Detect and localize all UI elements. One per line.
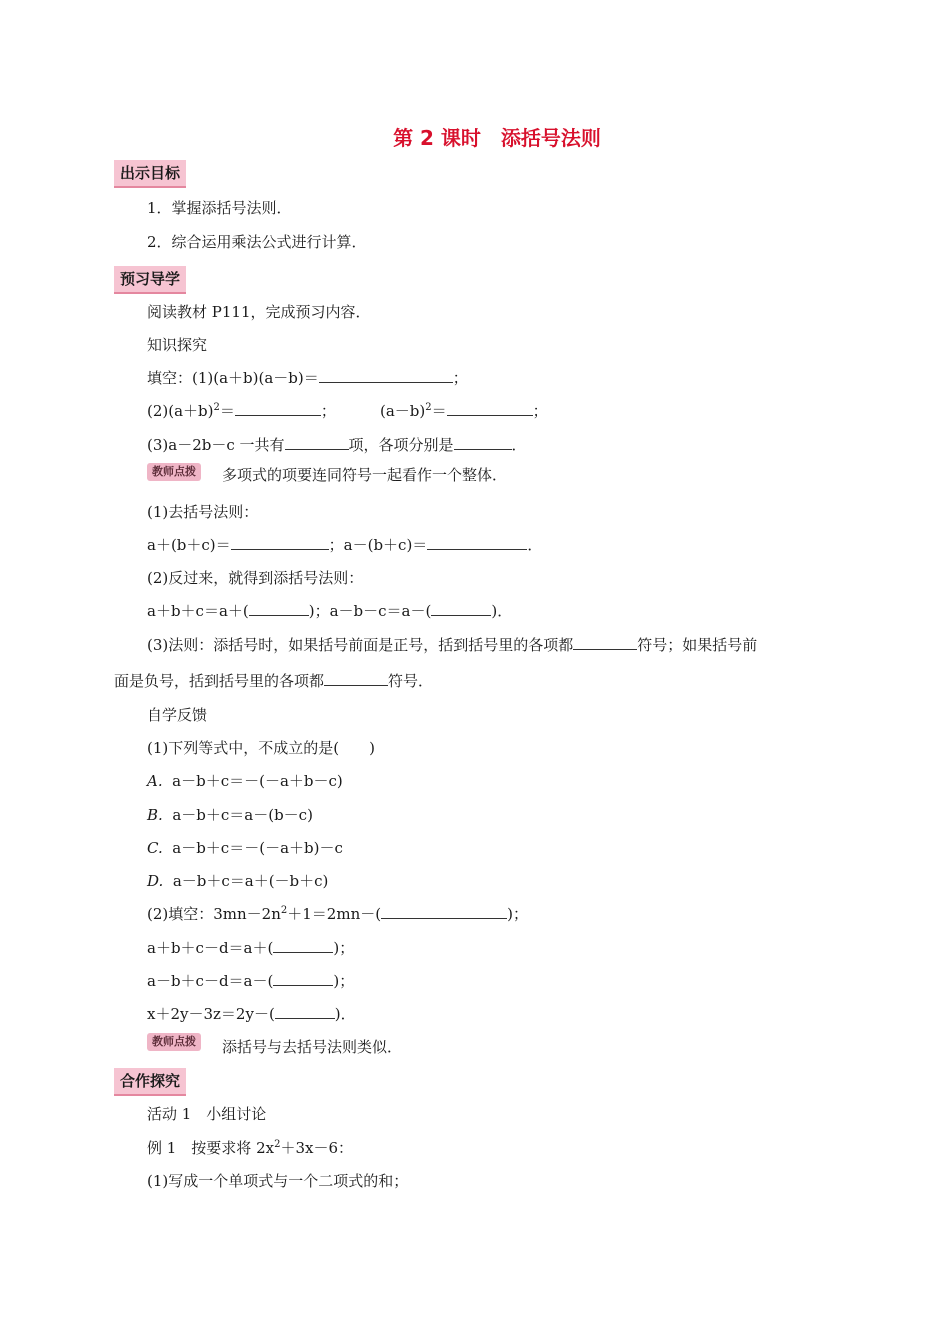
fill-line-2b	[380, 401, 548, 421]
add-bracket-rule-heading: (2)反过来，就得到添括号法则：	[147, 569, 364, 587]
section-header-preview: 预习导学	[114, 266, 186, 294]
example-a: 例 1 按要求将 2x	[147, 1139, 275, 1157]
remove-bracket-rule-line	[147, 535, 542, 555]
fill-line-3	[147, 435, 527, 455]
answer-blank[interactable]	[447, 401, 533, 416]
rule1-c: ．	[527, 536, 543, 554]
option-d[interactable]	[147, 871, 328, 891]
fill-2a-prefix: (2)(a＋b)	[147, 402, 214, 420]
question-1: (1)下列等式中，不成立的是( )	[147, 739, 375, 757]
q2-l3-b: )；	[333, 972, 355, 990]
option-text: a－b＋c＝－(－a＋b－c)	[172, 772, 343, 790]
option-b[interactable]	[147, 805, 313, 825]
teacher-tip-badge: 教师点拨	[147, 463, 201, 481]
answer-blank[interactable]	[427, 535, 527, 550]
explore-heading: 知识探究	[147, 336, 208, 354]
fill-3-suffix: ．	[511, 436, 527, 454]
option-text: a－b＋c＝a－(b－c)	[172, 806, 313, 824]
rule2-b: )；a－b－c＝a－(	[308, 602, 432, 620]
answer-blank[interactable]	[454, 435, 512, 450]
rule2-a: a＋b＋c＝a＋(	[147, 602, 249, 620]
rule3-line1-a: (3)法则：添括号时，如果括号前面是正号，括到括号里的各项都	[147, 636, 574, 654]
fill-1-suffix: ；	[452, 369, 468, 387]
rule1-b: ；a－(b＋c)＝	[328, 536, 428, 554]
section-header-goals: 出示目标	[114, 160, 186, 188]
teacher-tip-text: 添括号与去括号法则类似．	[222, 1038, 403, 1056]
add-bracket-rule-line	[147, 601, 512, 621]
rule1-a: a＋(b＋c)＝	[147, 536, 231, 554]
answer-blank[interactable]	[285, 435, 349, 450]
answer-blank[interactable]	[273, 938, 333, 953]
q2-l2-a: a＋b＋c－d＝a＋(	[147, 939, 274, 957]
section-header-coop: 合作探究	[114, 1068, 186, 1096]
rule3-line2-a: 面是负号，括到括号里的各项都	[114, 672, 325, 690]
fill-line-2a	[147, 401, 336, 421]
rule3-line2-b: 符号．	[388, 672, 434, 690]
fill-line-1	[147, 368, 468, 388]
answer-blank[interactable]	[324, 671, 388, 686]
answer-blank[interactable]	[249, 601, 309, 616]
question-2-line-3	[147, 971, 354, 991]
option-a[interactable]	[147, 771, 343, 791]
answer-blank[interactable]	[431, 601, 491, 616]
activity-heading: 活动 1 小组讨论	[147, 1105, 267, 1123]
option-text: a－b＋c＝a＋(－b＋c)	[172, 872, 329, 890]
goal-item-2: 2．综合运用乘法公式进行计算．	[147, 233, 367, 251]
q2-l3-a: a－b＋c－d＝a－(	[147, 972, 274, 990]
answer-blank[interactable]	[273, 971, 333, 986]
fill-3-prefix: (3)a－2b－c 一共有	[147, 436, 285, 454]
option-label: A.	[147, 772, 163, 790]
rule-statement-line-2	[114, 671, 433, 691]
rule-statement-line-1	[147, 635, 757, 655]
remove-bracket-rule-heading: (1)去括号法则：	[147, 503, 259, 521]
answer-blank[interactable]	[381, 904, 507, 919]
answer-blank[interactable]	[319, 368, 453, 383]
page-title: 第 2 课时 添括号法则	[393, 126, 601, 150]
fill-2a-suffix: ；	[320, 402, 336, 420]
question-2-line-1	[147, 904, 528, 924]
goal-item-1: 1．掌握添括号法则．	[147, 199, 292, 217]
option-label: C.	[147, 839, 163, 857]
q2-a: (2)填空：3mn－2n	[147, 905, 281, 923]
fill-2b-mid: ＝	[431, 402, 447, 420]
example-1	[147, 1138, 353, 1158]
answer-blank[interactable]	[275, 1004, 335, 1019]
fill-1-prefix: 填空：(1)(a＋b)(a－b)＝	[147, 369, 319, 387]
q2-l2-b: )；	[333, 939, 355, 957]
q2-l4-b: )．	[334, 1005, 356, 1023]
fill-2b-prefix: (a－b)	[380, 402, 426, 420]
option-label: D.	[147, 872, 164, 890]
fill-2b-suffix: ；	[532, 402, 548, 420]
reading-instruction: 阅读教材 P111，完成预习内容．	[147, 303, 371, 321]
teacher-tip-text: 多项式的项要连同符号一起看作一个整体．	[222, 466, 508, 484]
example-b: ＋3x－6：	[280, 1139, 354, 1157]
superscript: 2	[280, 905, 288, 916]
q2-l4-a: x＋2y－3z＝2y－(	[147, 1005, 275, 1023]
question-2-line-4	[147, 1004, 356, 1024]
superscript: 2	[274, 1139, 281, 1150]
example-1-part-1: (1)写成一个单项式与一个二项式的和；	[147, 1172, 409, 1190]
rule3-line1-b: 符号；如果括号前	[637, 636, 758, 654]
superscript: 2	[425, 402, 432, 413]
rule2-c: )．	[491, 602, 513, 620]
answer-blank[interactable]	[231, 535, 329, 550]
q2-b: ＋1＝2mn－(	[287, 905, 382, 923]
self-feedback-heading: 自学反馈	[147, 706, 208, 724]
fill-2a-mid: ＝	[219, 402, 235, 420]
option-label: B.	[147, 806, 163, 824]
option-text: a－b＋c＝－(－a＋b)－c	[172, 839, 343, 857]
answer-blank[interactable]	[573, 635, 637, 650]
fill-3-mid: 项，各项分别是	[348, 436, 454, 454]
q2-c: )；	[507, 905, 528, 923]
teacher-tip-badge: 教师点拨	[147, 1033, 201, 1051]
answer-blank[interactable]	[235, 401, 321, 416]
question-2-line-2	[147, 938, 354, 958]
superscript: 2	[213, 402, 220, 413]
option-c[interactable]	[147, 838, 343, 858]
